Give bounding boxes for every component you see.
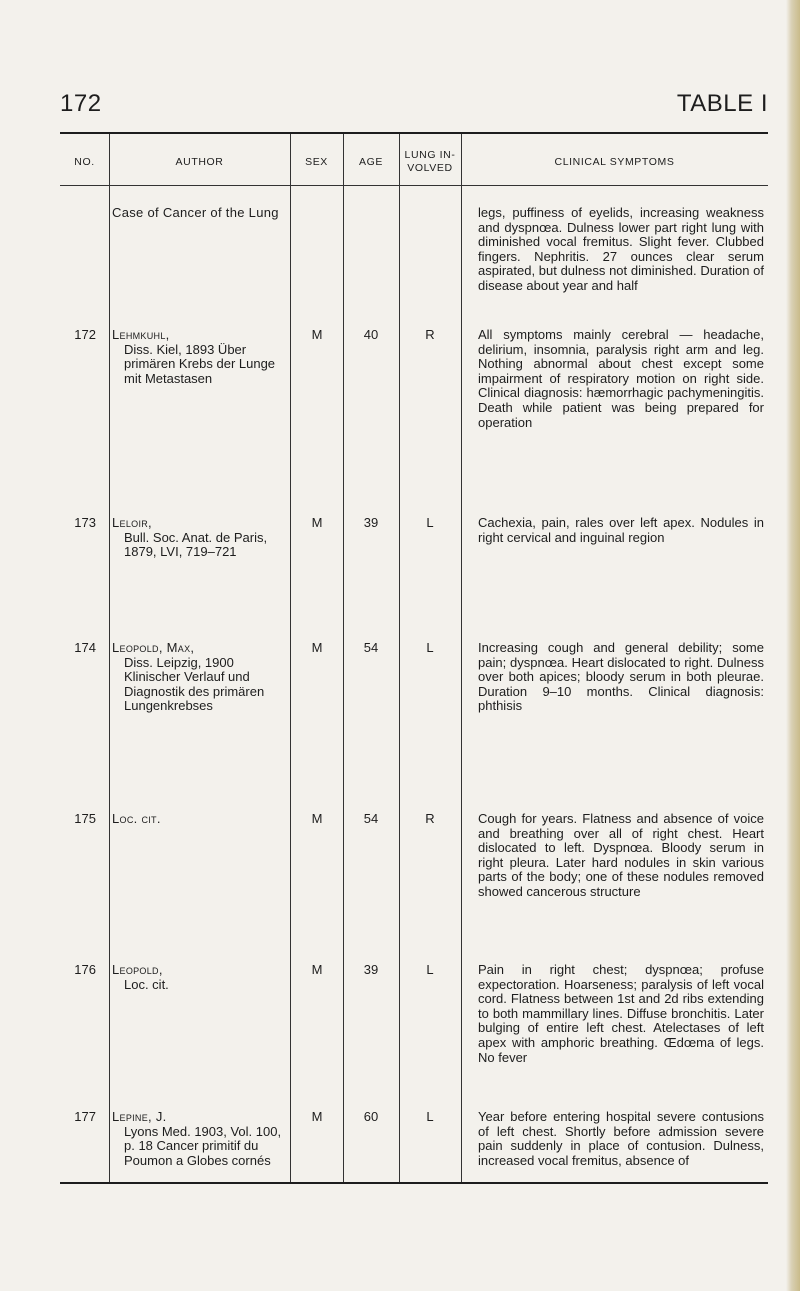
table-row-symptoms: Cachexia, pain, rales over left apex. Nodules in right cervical and inguinal region xyxy=(478,515,764,545)
table-row-lung: L xyxy=(426,515,434,530)
table-row-author: Leopold, Loc. cit. xyxy=(112,962,169,992)
table-row-lung: L xyxy=(426,962,434,977)
table-row-lung: R xyxy=(425,327,435,342)
table-row-symptoms: legs, puffiness of eyelids, increasing weakness and dyspnœa. Dulness lower part right lung with diminished vocal fremitus. Slight fever. Clubbed fingers. Nephritis. 27 ounces clear serum aspirated, but dulness not diminished. Duration of disease about year and half xyxy=(478,205,764,293)
header-no: NO. xyxy=(74,155,95,168)
table-row-symptoms: Increasing cough and general debility; some pain; dyspnœa. Heart dislocated to right. Dulness over both apices; bloody serum in both pleurae. Duration 9–10 months. Clinical diagnosis: phthisis xyxy=(478,640,764,714)
table-row-sex: M xyxy=(311,327,323,342)
table-row-sex: M xyxy=(311,515,323,530)
table-row-sex: M xyxy=(311,962,323,977)
header-sex: SEX xyxy=(305,155,328,168)
table-row-author: Leopold, Max, Diss. Leipzig, 1900 Klinischer Verlauf und Diagnostik des primären Lungenkrebses xyxy=(112,640,265,714)
table-row-no: 176 xyxy=(74,962,96,977)
table-row-lung: L xyxy=(426,640,434,655)
header-age: AGE xyxy=(359,155,383,168)
table-row-author: Lepine, J. Lyons Med. 1903, Vol. 100, p. 18 Cancer primitif du Poumon a Globes cornés xyxy=(112,1109,282,1168)
header-rule xyxy=(60,185,768,186)
table-row-author: Lehmkuhl, Diss. Kiel, 1893 Über primären Krebs der Lunge mit Metastasen xyxy=(112,327,276,386)
table-row-sex: M xyxy=(311,640,323,655)
table-row-age: 54 xyxy=(363,811,379,826)
table-row-lung: R xyxy=(425,811,435,826)
header-lung-involved: LUNG IN- VOLVED xyxy=(404,149,456,174)
table-row-no: 172 xyxy=(74,327,96,342)
column-rule xyxy=(109,134,110,1182)
table-row-age: 54 xyxy=(363,640,379,655)
table-row-symptoms: Pain in right chest; dyspnœa; profuse expectoration. Hoarseness; paralysis of left vocal cord. Flatness between 1st and 2d ribs extending to both mammillary lines. Diffuse bronchitis. Later bulging of entire left chest. Atelectases of left apex with amphoric breathing. Œdœma of legs. No fever xyxy=(478,962,764,1065)
table-row-age: 39 xyxy=(363,515,379,530)
column-rule xyxy=(343,134,344,1182)
table-row-age: 60 xyxy=(363,1109,379,1124)
table-row-symptoms: Year before entering hospital severe contusions of left chest. Shortly before admission severe pain suddenly in place of contusion. Dulness, increased vocal fremitus, absence of xyxy=(478,1109,764,1168)
table-row-no: 177 xyxy=(74,1109,96,1124)
table-row-age: 40 xyxy=(363,327,379,342)
table-row-age: 39 xyxy=(363,962,379,977)
table-row-no: 174 xyxy=(74,640,96,655)
page-title: TABLE I xyxy=(676,90,768,117)
table-row-sex: M xyxy=(311,811,323,826)
table-row-author: Leloir, Bull. Soc. Anat. de Paris, 1879, LVI, 719–721 xyxy=(112,515,268,560)
column-rule xyxy=(399,134,400,1182)
page-number: 172 xyxy=(60,90,102,117)
table-row-author: Case of Cancer of the Lung xyxy=(112,205,279,220)
table-row-symptoms: Cough for years. Flatness and absence of voice and breathing over all of right chest. Heart dislocated to left. Dyspnœa. Bloody serum in right pleura. Later hard nodules in skin various parts of the body; one of these nodules removed showed cancerous structure xyxy=(478,811,764,899)
table-row-sex: M xyxy=(311,1109,323,1124)
header-clinical-symptoms: CLINICAL SYMPTOMS xyxy=(554,155,675,168)
table-row-no: 175 xyxy=(74,811,96,826)
case-table xyxy=(60,132,768,1184)
table-row-no: 173 xyxy=(74,515,96,530)
header-author: AUTHOR xyxy=(175,155,224,168)
column-rule xyxy=(461,134,462,1182)
page-edge-shadow xyxy=(786,0,800,1291)
running-head xyxy=(60,90,768,120)
table-row-author: Loc. cit. xyxy=(112,811,161,826)
table-row-symptoms: All symptoms mainly cerebral — headache, delirium, insomnia, paralysis right arm and leg. Nothing abnormal about chest except some impairment of respiratory motion on right side. Clinical diagnosis: hæmorrhagic pachymeningitis. Death while patient was being prepared for operation xyxy=(478,327,764,430)
column-rule xyxy=(290,134,291,1182)
table-row-lung: L xyxy=(426,1109,434,1124)
